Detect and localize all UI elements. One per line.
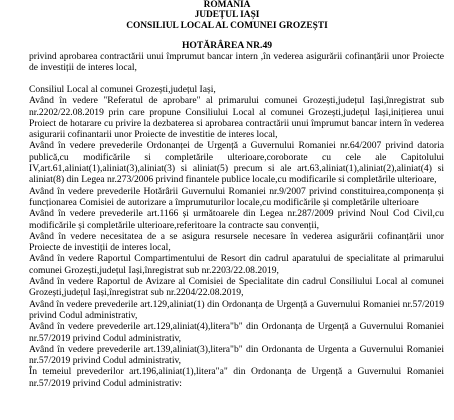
body-paragraph: Având în vedere prevederile art.1166 și următoarele din Legea nr.287/2009 privind Noul Cod Civil,cu modificările și completările ulterioare,referitoare la contracte sau convenții,: [29, 208, 444, 231]
decision-body: [29, 84, 444, 389]
body-paragraph: În temeiul prevederilor art.196,aliniat(1),litera"a" din Ordonanța de Urgență a Guvernului Romaniei nr.57/2019 privind Codul administrativ:: [29, 366, 444, 389]
header-council: CONSILIUL LOCAL AL COMUNEI GROZEȘTI: [126, 21, 328, 31]
decision-subject: privind aprobarea contractării unui împrumut bancar intern ,în vederea asigurării cofinanțării unor Proiecte de investiții de interes local,: [29, 51, 444, 74]
body-paragraph: Având în vedere Raportul Compartimentului de Resort din cadrul aparatului de specialitate al primarului comunei Grozești,județul Iași,înregistrat sub nr.2203/22.08.2019,: [29, 253, 444, 276]
body-paragraph: Având în vedere prevederile art.129,aliniat(4),litera"b" din Ordonanța de Urgență a Guvernului Romaniei nr.57/2019 privind Codul administrativ,: [29, 321, 444, 344]
header-county: JUDEȚUL IAȘI: [194, 10, 260, 20]
header-country: ROMANIA: [203, 0, 251, 10]
body-paragraph: Având în vedere necesitatea de a se asigura resursele necesare în vederea asigurării cofinanțării unor Proiecte de investiții de interes local,: [29, 230, 444, 254]
body-paragraph: Având în vedere Raportul de Avizare al Comisiei de Specialitate din cadrul Consiliului Local al comunei Grozești,județul Iași,înregistrat sub nr.2204/22.08.2019,: [29, 276, 444, 299]
body-paragraph: Având în vedere prevederile Hotărârii Guvernului Romaniei nr.9/2007 privind constituirea,componența și funcționarea Comisiei de autorizare a împrumuturilor locale,cu modificările și completările ulterioare: [29, 185, 444, 208]
body-paragraph: Având în vedere prevederile art.129,aliniat(1) din Ordonanța de Urgență a Guvernului Romaniei nr.57/2019 privind Codul administrativ,: [29, 298, 444, 321]
body-paragraph: Având în vedere prevederile art.139,aliniat(3),litera"b" din Ordonanta de Urgenta a Guvernului Romaniei nr.57/2019 privind Codul administrativ,: [29, 343, 444, 367]
decision-title: HOTĂRÂREA NR.49: [181, 40, 273, 51]
body-paragraph: Consiliul Local al comunei Grozești,județul Iași,: [29, 84, 216, 95]
body-paragraph: Având în vedere "Referatul de aprobare" al primarului comunei Grozești,județul Iași,înregistrat sub nr.2202/22.08.2019 prin care propune Consiliului Local al comunei Grozești,județul Iași,inițierea unui Proiect de hotarare cu privire la dezbaterea si aprobarea contractării unui împrumut bancar intern în vederea asigurarii cofinantarii unor Proiecte de investitie de interes local,: [29, 95, 444, 141]
body-paragraph: Având în vedere prevederile Ordonanței de Urgență a Guvernului Romaniei nr.64/2007 privind datoria publică,cu modificările si completările ulterioare,coroborate cu cele ale Capitolului IV,art.61,aliniat(1),aliniat(3),aliniat(3) si aliniat(5) precum si ale art.63,aliniat(1),aliniat(2),aliniat(4) si aliniat(8) din Legea nr.273/2006 privind finantele publice locale,cu modificarile si completările ulterioare,: [29, 140, 444, 186]
